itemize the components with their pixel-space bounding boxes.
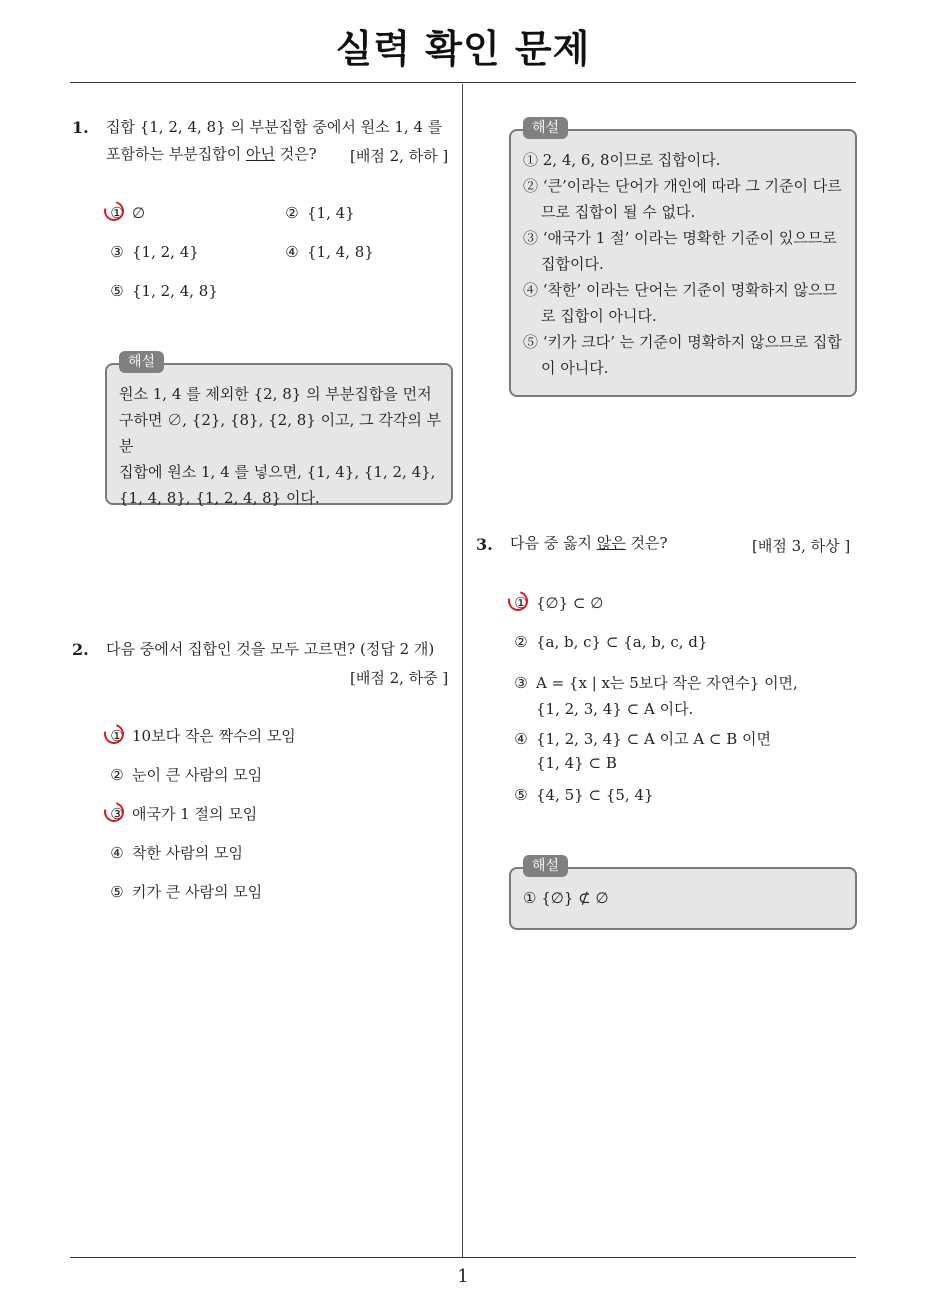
question-1-line-1: 집합 {1, 2, 4, 8} 의 부분집합 중에서 원소 1, 4 를 xyxy=(106,118,443,136)
question-2-option-2[interactable]: ② 눈이 큰 사람의 모임 xyxy=(110,766,263,784)
question-3-option-2[interactable]: ② {a, b, c} ⊂ {a, b, c, d} xyxy=(514,633,708,651)
question-1-solution-body: 원소 1, 4 를 제외한 {2, 8} 의 부분집합을 먼저 구하면 ∅, {2}, {8}, {2, 8} 이고, 그 각각의 부분 집합에 원소 1, 4 를 넣으면, {1, 4}, {1, 2, 4}, {1, 4, 8}, {1, 2, 4, 8} 이다. xyxy=(119,385,442,507)
option-1-mark: ① xyxy=(108,727,126,745)
question-2-option-4[interactable]: ④ 착한 사람의 모임 xyxy=(110,844,243,862)
question-3-option-3[interactable]: ③ A = {x | x는 5보다 작은 자연수} 이면, xyxy=(514,674,798,692)
question-2-meta: [배점 2, 하중 ] xyxy=(350,669,449,687)
question-1-solution-box xyxy=(105,363,453,505)
option-1-mark: ① xyxy=(512,594,530,612)
question-1-option-5[interactable]: ⑤ {1, 2, 4, 8} xyxy=(110,282,218,300)
question-2-option-1[interactable]: ① 10보다 작은 짝수의 모임 xyxy=(108,725,296,746)
question-1-option-1[interactable]: ① ∅ xyxy=(108,204,145,222)
question-3-option-4-cont: {1, 4} ⊂ B xyxy=(536,754,617,772)
footer-rule xyxy=(70,1257,856,1258)
question-1-number: 1. xyxy=(72,118,89,137)
question-3-option-5[interactable]: ⑤ {4, 5} ⊂ {5, 4} xyxy=(514,786,654,804)
question-3-meta: [배점 3, 하상 ] xyxy=(752,537,851,555)
question-3-solution-body: ① {∅} ⊄ ∅ xyxy=(523,889,609,907)
question-3-number: 3. xyxy=(476,535,493,554)
page-number: 1 xyxy=(457,1266,469,1287)
question-2-text: 다음 중에서 집합인 것을 모두 고르면? (정답 2 개) xyxy=(106,640,435,658)
option-1-mark: ① xyxy=(108,204,126,222)
question-1-solution-tag: 해설 xyxy=(119,351,164,373)
option-3-mark: ③ xyxy=(108,805,126,823)
question-2-option-5[interactable]: ⑤ 키가 큰 사람의 모임 xyxy=(110,883,263,901)
column-divider xyxy=(462,84,463,1257)
question-3-option-1[interactable]: ① {∅} ⊂ ∅ xyxy=(512,594,603,612)
question-3-solution-tag: 해설 xyxy=(523,855,568,877)
question-1-line-2: 포함하는 부분집합이 아닌 것은? xyxy=(106,145,317,163)
header-rule xyxy=(70,82,856,83)
question-2-option-3[interactable]: ③ 애국가 1 절의 모임 xyxy=(108,803,257,824)
question-2-solution-body: ① 2, 4, 6, 8이므로 집합이다. ② ‘큰’이라는 단어가 개인에 따라 그 기준이 다르므로 집합이 될 수 없다. ③ ‘애국가 1 절’ 이라는 명확한 기준이 있으므로 집합이다. ④ ‘착한’ 이라는 단어는 기준이 명확하지 않으므로 집합이 아니다. ⑤ ‘키가 크다’ 는 기준이 명확하지 않으므로 집합이 아니다. xyxy=(523,151,842,377)
page-title: 실력 확인 문제 xyxy=(335,27,591,71)
question-3-option-3-cont: {1, 2, 3, 4} ⊂ A 이다. xyxy=(536,700,694,718)
question-2-number: 2. xyxy=(72,640,89,659)
question-3-option-4[interactable]: ④ {1, 2, 3, 4} ⊂ A 이고 A ⊂ B 이면 xyxy=(514,730,772,748)
question-1-option-3[interactable]: ③ {1, 2, 4} xyxy=(110,243,199,261)
question-1-meta: [배점 2, 하하 ] xyxy=(350,147,449,165)
question-2-solution-box xyxy=(509,129,857,397)
question-3-text: 다음 중 옳지 않은 것은? xyxy=(510,534,668,552)
question-2-solution-tag: 해설 xyxy=(523,117,568,139)
question-1-option-2[interactable]: ② {1, 4} xyxy=(285,204,355,222)
question-1-option-4[interactable]: ④ {1, 4, 8} xyxy=(285,243,374,261)
